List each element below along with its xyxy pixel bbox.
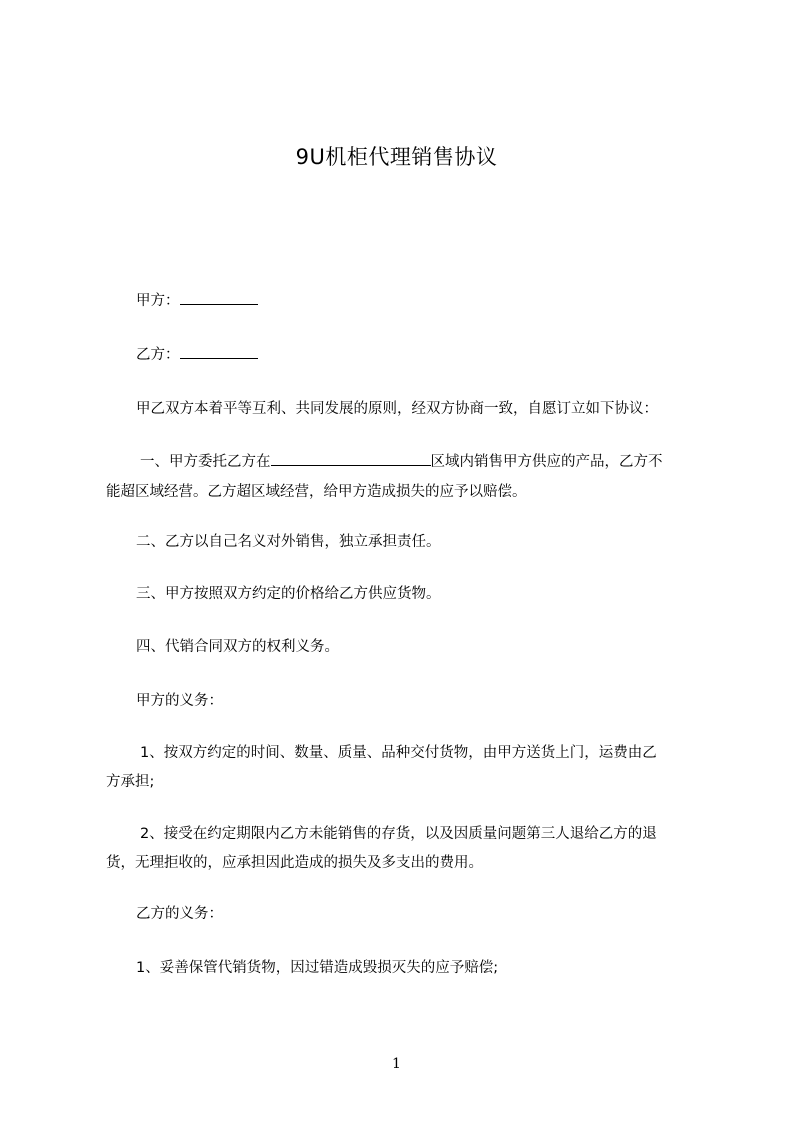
- party-a-duty-1-line-1: 1、按双方约定的时间、数量、质量、品种交付货物，由甲方送货上门，运费由乙: [140, 745, 657, 761]
- clause-3: 三、甲方按照双方约定的价格给乙方供应货物。: [136, 586, 441, 602]
- party-a-duties-heading: 甲方的义务：: [136, 693, 223, 709]
- clause-1-prefix: 一、甲方委托乙方在: [140, 454, 271, 470]
- party-b-duty-1: 1、妥善保管代销货物，因过错造成毁损灭失的应予赔偿;: [136, 960, 499, 976]
- party-b-label: 乙方：: [136, 347, 180, 363]
- clause-1-suffix: 区域内销售甲方供应的产品，乙方不: [430, 454, 663, 470]
- party-b-blank: [180, 344, 258, 359]
- clause-1-line-2: 能超区域经营。乙方超区域经营，给甲方造成损失的应予以赔偿。: [106, 484, 527, 500]
- party-a-label: 甲方：: [136, 293, 180, 309]
- party-b-line: [136, 339, 258, 371]
- party-b-duties-heading: 乙方的义务：: [136, 906, 223, 922]
- party-a-duty-2-line-1: 2、接受在约定期限内乙方未能销售的存货，以及因质量问题第三人退给乙方的退: [140, 826, 657, 842]
- party-a-duty-2-line-2: 货，无理拒收的，应承担因此造成的损失及多支出的费用。: [106, 855, 483, 871]
- clause-1-line-1: [140, 446, 663, 478]
- intro-paragraph: 甲乙双方本着平等互利、共同发展的原则，经双方协商一致，自愿订立如下协议：: [136, 401, 658, 417]
- clause-1-region-blank: [271, 451, 431, 466]
- document-title: 9U机柜代理销售协议: [295, 145, 498, 169]
- party-a-duty-1-line-2: 方承担;: [106, 774, 155, 790]
- clause-4: 四、代销合同双方的权利义务。: [136, 639, 339, 655]
- page-number: 1: [392, 1056, 401, 1072]
- party-a-blank: [180, 290, 258, 305]
- party-a-line: [136, 285, 258, 317]
- clause-2: 二、乙方以自己名义对外销售，独立承担责任。: [136, 534, 441, 550]
